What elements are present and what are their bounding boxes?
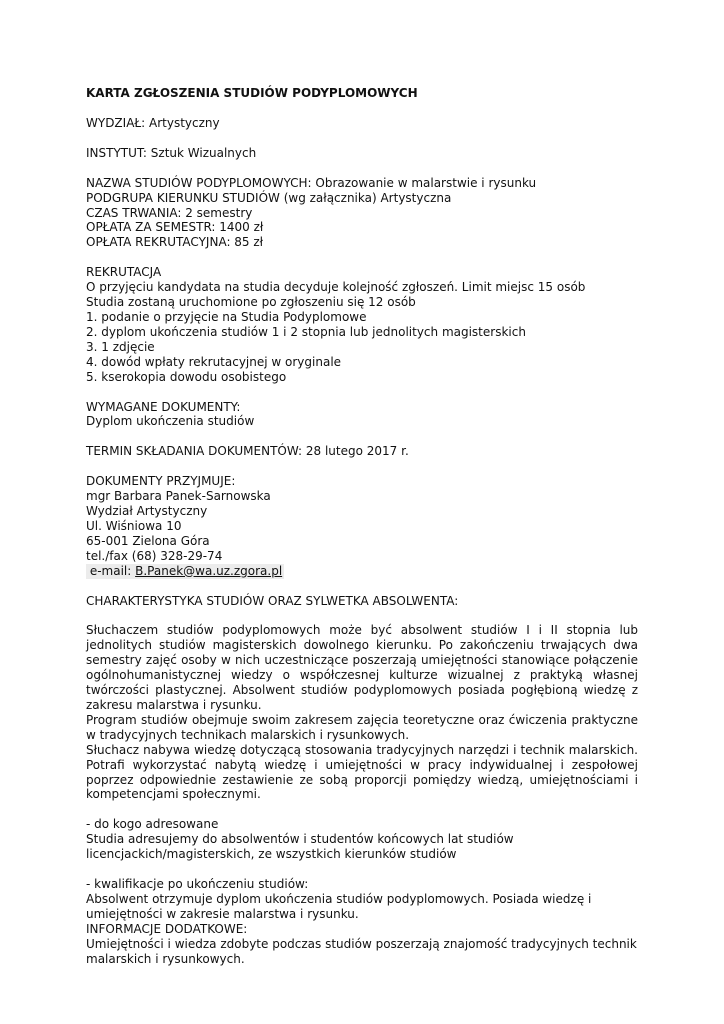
kwalifikacje-heading: - kwalifikacje po ukończeniu studiów: [86, 877, 309, 892]
rekrutacja-heading: REKRUTACJA [86, 265, 162, 280]
rekrutacja-line: Studia zostaną uruchomione po zgłoszeniu się 12 osób [86, 295, 416, 310]
document-title: KARTA ZGŁOSZENIA STUDIÓW PODYPLOMOWYCH [86, 86, 418, 100]
detail-name: NAZWA STUDIÓW PODYPLOMOWYCH: Obrazowanie w malarstwie i rysunku [86, 175, 537, 190]
termin-line: TERMIN SKŁADANIA DOKUMENTÓW: 28 lutego 2017 r. [86, 444, 409, 459]
dokumenty-heading: DOKUMENTY PRZYJMUJE: [86, 474, 236, 489]
list-item: 1. podanie o przyjęcie na Studia Podyplomowe [86, 309, 367, 324]
kwalifikacje-section [86, 877, 638, 922]
informacje-text: Umiejętności i wiedza zdobyte podczas studiów poszerzają znajomość tradycyjnych technik malarskich i rysunkowych. [86, 936, 637, 966]
dokumenty-section [86, 474, 638, 578]
informacje-heading: INFORMACJE DODATKOWE: [86, 921, 248, 936]
contact-city: 65-001 Zielona Góra [86, 533, 210, 548]
list-item: 3. 1 zdjęcie [86, 339, 155, 354]
contact-department: Wydział Artystyczny [86, 504, 208, 519]
instytut-line: INSTYTUT: Sztuk Wizualnych [86, 145, 257, 160]
list-item: 2. dyplom ukończenia studiów 1 i 2 stopnia lub jednolitych magisterskich [86, 324, 526, 339]
charakterystyka-section [86, 594, 638, 803]
paragraph: Słuchacz nabywa wiedzę dotyczącą stosowania tradycyjnych narzędzi i technik malarskich. Potrafi wykorzystać nabytą wiedzę i umiejętności w pracy indywidualnej i zespołowej poprzez odpowiednie zestawienie ze sobą proporcji pomiędzy wiedzą, umiejętnościami i kompetencjami społecznymi. [86, 742, 638, 802]
charakterystyka-heading: CHARAKTERYSTYKA STUDIÓW ORAZ SYLWETKA ABSOLWENTA: [86, 593, 459, 608]
wymagane-section [86, 400, 638, 430]
wymagane-value: Dyplom ukończenia studiów [86, 414, 255, 429]
email-label: e-mail: [86, 563, 136, 578]
rekrutacja-line: O przyjęciu kandydata na studia decyduje kolejność zgłoszeń. Limit miejsc 15 osób [86, 280, 586, 295]
rekrutacja-section [86, 265, 638, 384]
contact-phone: tel./fax (68) 328-29-74 [86, 548, 223, 563]
informacje-section [86, 922, 638, 967]
list-item: 5. kserokopia dowodu osobistego [86, 369, 287, 384]
adresowane-text: Studia adresujemy do absolwentów i studentów końcowych lat studiów licencjackich/magisterskich, ze wszystkich kierunków studiów [86, 832, 514, 862]
wydzial-line: WYDZIAŁ: Artystyczny [86, 115, 220, 130]
wymagane-heading: WYMAGANE DOKUMENTY: [86, 399, 241, 414]
detail-recruitment-fee: OPŁATA REKRUTACYJNA: 85 zł [86, 235, 264, 250]
adresowane-section [86, 817, 638, 862]
kwalifikacje-text: Absolwent otrzymuje dyplom ukończenia studiów podyplomowych. Posiada wiedzę i umiejętności w zakresie malarstwa i rysunku. [86, 891, 592, 921]
paragraph: Program studiów obejmuje swoim zakresem zajęcia teoretyczne oraz ćwiczenia praktyczne w tradycyjnych technikach malarskich i rysunkowych. [86, 712, 638, 742]
detail-semester-fee: OPŁATA ZA SEMESTR: 1400 zł [86, 220, 264, 235]
email-row [86, 564, 638, 579]
document-page [86, 86, 638, 967]
details-block [86, 176, 638, 251]
contact-name: mgr Barbara Panek-Sarnowska [86, 489, 271, 504]
contact-street: Ul. Wiśniowa 10 [86, 518, 182, 533]
detail-subgroup: PODGRUPA KIERUNKU STUDIÓW (wg załącznika) Artystyczna [86, 190, 452, 205]
list-item: 4. dowód wpłaty rekrutacyjnej w oryginale [86, 354, 342, 369]
email-link[interactable]: B.Panek@wa.uz.zgora.pl [135, 563, 283, 578]
adresowane-heading: - do kogo adresowane [86, 817, 219, 832]
detail-duration: CZAS TRWANIA: 2 semestry [86, 205, 253, 220]
paragraph: Słuchaczem studiów podyplomowych może być absolwent studiów I i II stopnia lub jednolitych studiów magisterskich dowolnego kierunku. Po zakończeniu trwających dwa semestry zajęć osoby w nich uczestniczące poszerzają umiejętności stanowiące połączenie ogólnohumanistycznej wiedzy o współczesnej kulturze wizualnej z praktyką własnej twórczości plastycznej. Absolwent studiów podyplomowych posiada pogłębioną wiedzę z zakresu malarstwa i rysunku. [86, 623, 638, 712]
